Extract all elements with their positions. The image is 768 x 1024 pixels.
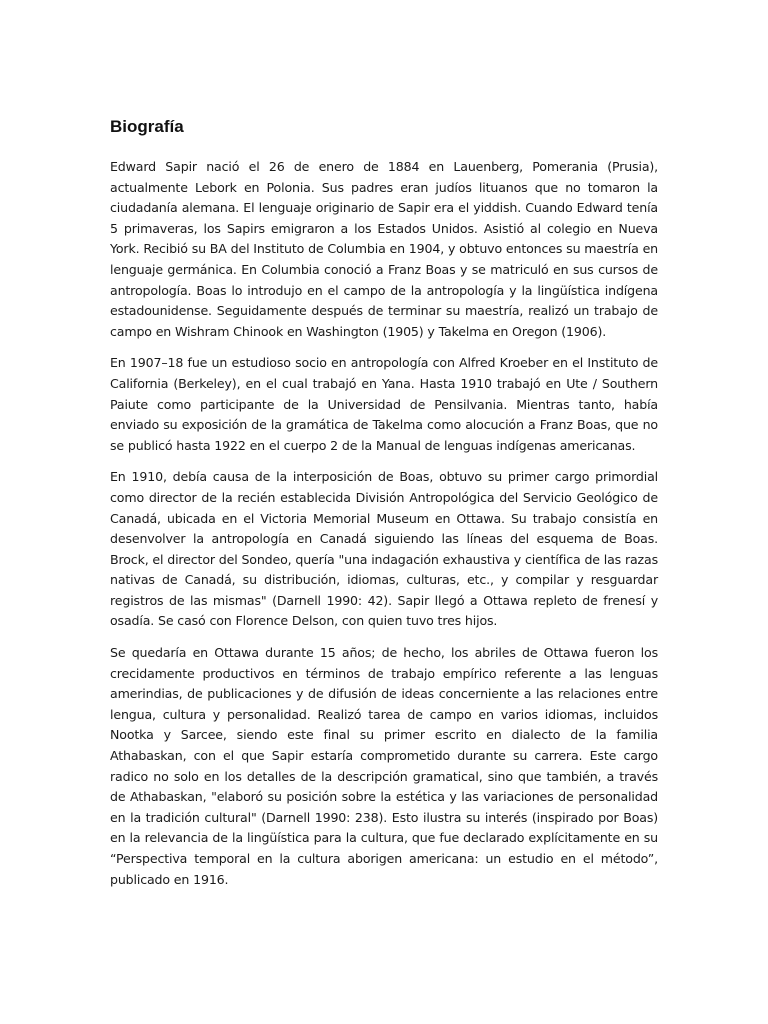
document-heading: Biografía — [110, 117, 184, 136]
paragraph-ottawa-years: Se quedaría en Ottawa durante 15 años; de hecho, los abriles de Ottawa fueron los crecidamente productivos en términos de trabajo empírico referente a las lenguas amerindias, de publicaciones y de difusión de ideas concerniente a las relaciones entre lengua, cultura y personalidad. Realizó tarea de campo en varios idiomas, incluidos Nootka y Sarcee, siendo este final su primer escrito en dialecto de la familia Athabaskan, con el que Sapir estaría comprometido durante su carrera. Este cargo radico no solo en los detalles de la descripción gramatical, sino que también, a través de Athabaskan, "elaboró su posición sobre la estética y las variaciones de personalidad en la tradición cultural" (Darnell 1990: 238). Esto ilustra su interés (inspirado por Boas) en la relevancia de la lingüística para la cultura, que fue declarado explícitamente en su “Perspectiva temporal en la cultura aborigen americana: un estudio en el método”, publicado en 1916. — [110, 645, 658, 887]
document-body — [110, 114, 658, 901]
paragraph-ottawa-appointment: En 1910, debía causa de la interposición de Boas, obtuvo su primer cargo primordial como director de la recién establecida División Antropológica del Servicio Geológico de Canadá, ubicada en el Victoria Memorial Museum en Ottawa. Su trabajo consistía en desenvolver la antropología en Canadá siguiendo las líneas del esquema de Boas. Brock, el director del Sondeo, quería "una indagación exhaustiva y científica de las razas nativas de Canadá, su distribución, idiomas, culturas, etc., y compilar y resguardar registros de las mismas" (Darnell 1990: 42). Sapir llegó a Ottawa repleto de frenesí y osadía. Se casó con Florence Delson, con quien tuvo tres hijos. — [110, 469, 658, 629]
paragraph-california: En 1907–18 fue un estudioso socio en antropología con Alfred Kroeber en el Instituto de California (Berkeley), en el cual trabajó en Yana. Hasta 1910 trabajó en Ute / Southern Paiute como participante de la Universidad de Pensilvania. Mientras tanto, había enviado su exposición de la gramática de Takelma como alocución a Franz Boas, que no se publicó hasta 1922 en el cuerpo 2 de la Manual de lenguas indígenas americanas. — [110, 355, 658, 453]
paragraph-early-life: Edward Sapir nació el 26 de enero de 1884 en Lauenberg, Pomerania (Prusia), actualmente Lebork en Polonia. Sus padres eran judíos lituanos que no tomaron la ciudadanía alemana. El lenguaje originario de Sapir era el yiddish. Cuando Edward tenía 5 primaveras, los Sapirs emigraron a los Estados Unidos. Asistió al colegio en Nueva York. Recibió su BA del Instituto de Columbia en 1904, y obtuvo entonces su maestría en lenguaje germánica. En Columbia conoció a Franz Boas y se matriculó en sus cursos de antropología. Boas lo introdujo en el campo de la antropología y la lingüística indígena estadounidense. Seguidamente después de terminar su maestría, realizó un trabajo de campo en Wishram Chinook en Washington (1905) y Takelma en Oregon (1906). — [110, 159, 658, 339]
